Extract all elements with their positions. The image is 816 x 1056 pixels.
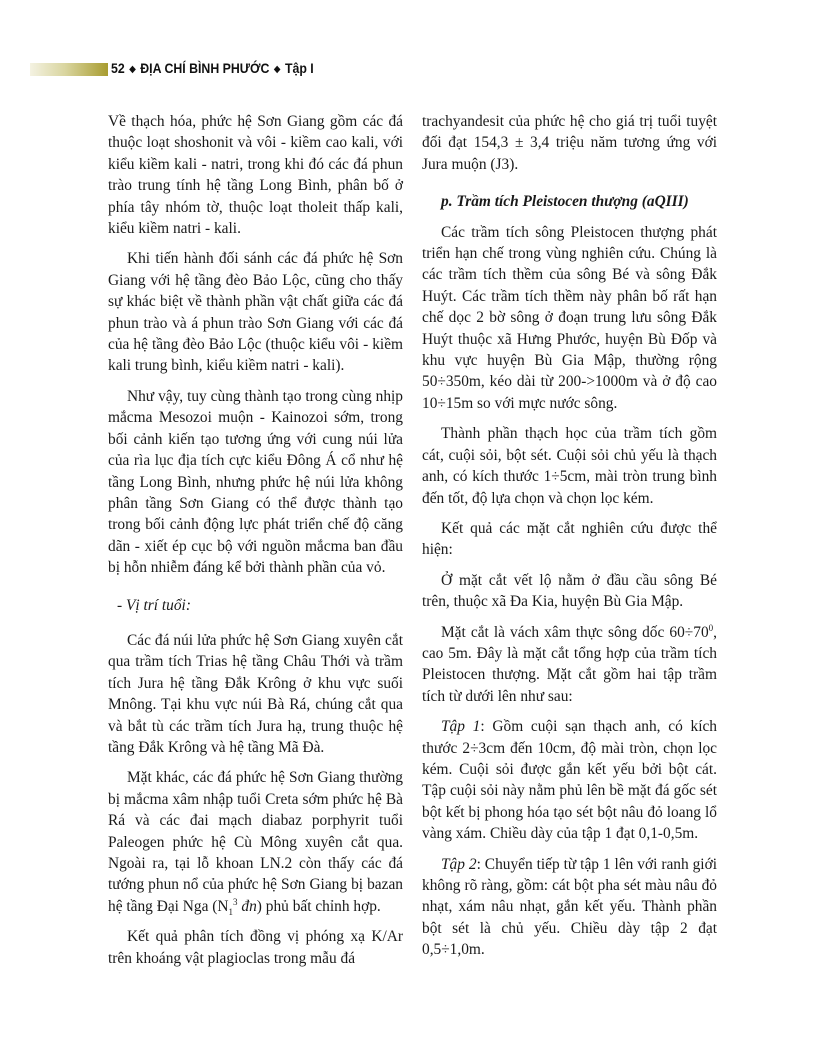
paragraph: trachyandesit của phức hệ cho giá trị tuổi tuyệt đối đạt 154,3 ± 3,4 triệu năm tương ứng với Jura muộn (J3).	[422, 113, 717, 173]
paragraph: Các đá núi lửa phức hệ Sơn Giang xuyên cắt qua trầm tích Trias hệ tầng Châu Thới và trầm tích Jura hệ tầng Đắk Krông ở khu vực suối Mnông. Tại khu vực núi Bà Rá, chúng cắt qua và bắt tù các trầm tích Jura hạ, trung thuộc hệ tầng Đắk Krông và hệ tầng Mã Đà.	[108, 631, 403, 756]
paragraph-text: Mặt cắt là vách xâm thực sông dốc 60÷70	[441, 623, 709, 641]
formula-base: N	[217, 897, 229, 915]
diamond-separator-icon: ◆	[129, 64, 136, 75]
formula-abbr: đn	[237, 897, 257, 915]
diamond-separator-icon: ◆	[273, 64, 281, 75]
header-accent-bar	[30, 63, 108, 76]
formula-sup: 3	[233, 896, 238, 907]
paragraph-text: ) phủ bất chỉnh hợp.	[256, 897, 381, 915]
paragraph: Như vậy, tuy cùng thành tạo trong cùng nhịp mắcma Mesozoi muộn - Kainozoi sớm, trong bối cảnh kiến tạo tương ứng với cung núi lửa của rìa lục địa tích cực kiểu Đông Á cổ như hệ tầng Long Bình, nhưng phức hệ núi lửa không phân tầng Sơn Giang có thể được thành tạo trong bối cảnh động lực phát triển chế độ căng dãn - xiết ép cục bộ với nguồn mắcma ban đầu bị hỗn nhiễm đáng kể bởi thành phần của vỏ.	[108, 387, 403, 577]
layer-label: Tập 1	[441, 718, 481, 736]
header-text	[111, 60, 314, 76]
paragraph: Về thạch hóa, phức hệ Sơn Giang gồm các đá thuộc loạt shoshonit và vôi - kiềm cao kali, với kiểu kiềm kali - natri, trong khi đó các đá phun trào trung tính hệ tầng Long Bình, phân bố ở phía tây nhóm tờ, thuộc loạt tholeit thấp kali, kiểu kiềm natri - kali.	[108, 113, 403, 238]
formula	[217, 898, 256, 915]
layer-label: Tập 2	[441, 855, 477, 873]
volume-label: Tập I	[284, 60, 314, 76]
degree-sup: 0	[708, 622, 714, 633]
running-header	[0, 62, 816, 78]
paragraph: Kết quả phân tích đồng vị phóng xạ K/Ar trên khoáng vật plagioclas trong mẫu đá	[108, 928, 403, 967]
paragraph: Các trầm tích sông Pleistocen thượng phát triển hạn chế trong vùng nghiên cứu. Chúng là các trầm tích thềm của sông Bé và sông Đắk Huýt. Các trầm tích thềm này phân bố rất hạn chế dọc 2 bờ sông ở đoạn trung lưu sông Đắk Huýt thuộc xã Hưng Phước, huyện Bù Đốp và khu vực huyện Bù Gia Mập, thường rộng 50÷350m, kéo dài từ 200->1000m và ở độ cao 10÷15m so với mực nước sông.	[422, 223, 717, 412]
paragraph-text: : Gồm cuội sạn thạch anh, có kích thước 2÷3cm đến 10cm, độ mài tròn, chọn lọc kém. Cuội sỏi được gắn kết yếu bởi bột cát. Tập cuội sỏi này nằm phủ lên bề mặt đá gốc sét bột kết bị phong hóa tạo sét bột nâu đỏ loang lổ vàng xám. Chiều dày của tập 1 đạt 0,1-0,5m.	[422, 718, 717, 843]
subsection-label: - Vị trí tuổi:	[117, 596, 191, 614]
book-title: ĐỊA CHÍ BÌNH PHƯỚC	[140, 60, 270, 76]
formula-sub: 1	[228, 906, 234, 917]
paragraph	[422, 622, 717, 708]
paragraph: Kết quả các mặt cắt nghiên cứu được thể hiện:	[422, 519, 717, 559]
paragraph: Ở mặt cắt vết lộ nằm ở đầu cầu sông Bé trên, thuộc xã Đa Kia, huyện Bù Gia Mập.	[422, 571, 717, 611]
right-column	[422, 111, 717, 970]
paragraph	[422, 716, 717, 844]
paragraph: Khi tiến hành đối sánh các đá phức hệ Sơn Giang với hệ tầng đèo Bảo Lộc, cũng cho thấy sự khác biệt về thành phần vật chất giữa các đá phun trào và á phun trào Sơn Giang với các đá của hệ tầng đèo Bảo Lộc (thuộc kiểu vôi - kiềm kali trung bình, kiểu kiềm natri - kali).	[108, 250, 403, 375]
page-number: 52	[111, 60, 125, 76]
paragraph-text: , cao 5m. Đây là mặt cắt tổng hợp của trầm tích Pleistocen thượng. Mặt cắt gồm hai tập trầm tích từ dưới lên như sau:	[422, 623, 717, 705]
paragraph-text: : Chuyển tiếp từ tập 1 lên với ranh giới không rõ ràng, gồm: cát bột pha sét màu nâu đỏ nhạt, xám nâu nhạt, gắn kết yếu. Thành phần bột sét là chủ yếu. Chiều dày tập 2 đạt 0,5÷1,0m.	[422, 855, 718, 959]
paragraph	[422, 854, 717, 961]
paragraph	[108, 767, 403, 917]
section-heading: p. Trầm tích Pleistocen thượng (aQIII)	[441, 193, 689, 211]
paragraph-text: Mặt khác, các đá phức hệ Sơn Giang thường bị mắcma xâm nhập tuổi Creta sớm phức hệ Bà Rá và các đai mạch diabaz porphyrit tuổi Paleogen phức hệ Cù Mông xuyên cắt qua. Ngoài ra, tại lỗ khoan LN.2 còn thấy các đá tướng phun nổ của phức hệ Sơn Giang bị bazan hệ tầng Đại Nga (	[108, 769, 403, 915]
left-column	[108, 111, 403, 978]
paragraph: Thành phần thạch học của trầm tích gồm cát, cuội sỏi, bột sét. Cuội sỏi chủ yếu là thạch anh, có kích thước 1÷5cm, mài tròn trung bình đến tốt, độ lựa chọn và chọn lọc kém.	[422, 425, 717, 507]
